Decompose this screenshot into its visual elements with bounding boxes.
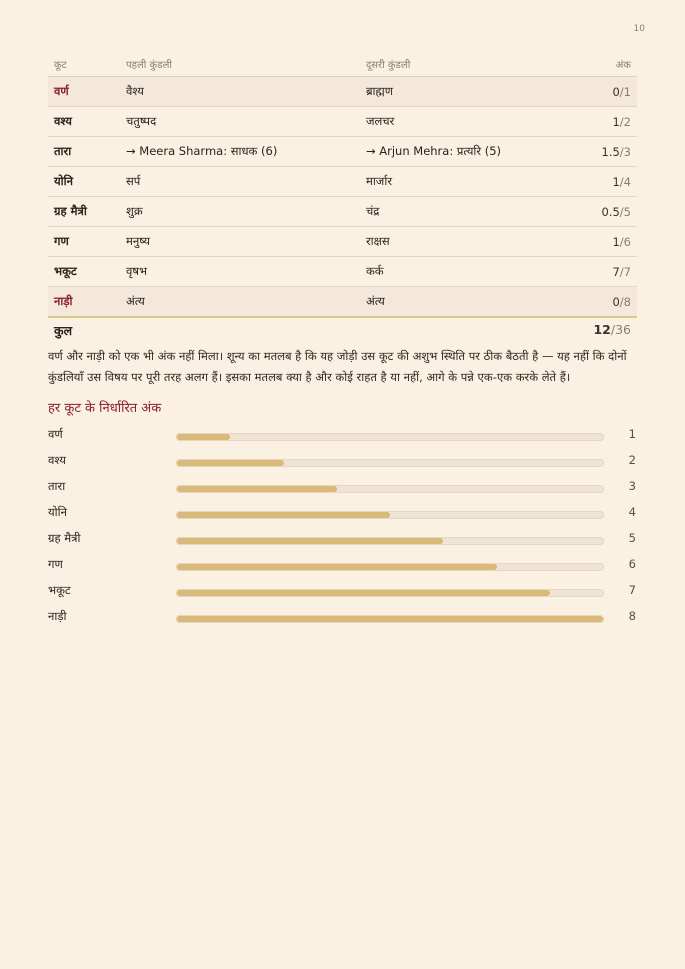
table-row [48,227,637,257]
bar-value: 7 [628,583,636,597]
first-chart-value: अंत्य [120,287,360,318]
table-row [48,77,637,107]
bar-value: 2 [628,453,636,467]
kuta-score-table [48,52,637,318]
bar-track [176,589,604,597]
score-got: 0.5 [601,204,620,219]
score-max: /4 [619,174,631,189]
second-chart-value: कर्क [360,257,576,287]
score-got: 1 [612,114,620,129]
score-max: /6 [619,234,631,249]
score-max: /3 [619,144,631,159]
score-cell [576,77,637,107]
score-cell [576,137,637,167]
bar-value: 6 [628,557,636,571]
page-number: 10 [633,24,645,34]
table-row [48,257,637,287]
table-row [48,137,637,167]
bar-row [48,555,638,575]
second-chart-value: चंद्र [360,197,576,227]
first-chart-value: चतुष्पद [120,107,360,137]
bar-label: ग्रह मैत्री [48,531,81,545]
bar-label: नाड़ी [48,609,67,623]
bar-row [48,529,638,549]
score-max: /1 [619,84,631,99]
bar-track [176,511,604,519]
bar-row [48,581,638,601]
table-row [48,197,637,227]
score-got: 1 [612,174,620,189]
bar-value: 4 [628,505,636,519]
bar-fill [177,512,390,518]
first-chart-value: शुक्र [120,197,360,227]
bar-row [48,607,638,627]
kuta-name: वर्ण [48,77,120,107]
bar-fill [177,434,230,440]
bar-fill [177,486,337,492]
kuta-name: नाड़ी [48,287,120,318]
header-kuta: कूट [48,52,120,77]
bar-track [176,563,604,571]
bar-value: 3 [628,479,636,493]
score-got: 7 [612,264,620,279]
bars-section-title: हर कूट के निर्धारित अंक [48,401,162,416]
score-max: /8 [619,294,631,309]
bar-value: 8 [628,609,636,623]
header-score: अंक [576,52,637,77]
bar-fill [177,538,443,544]
total-score [593,322,631,337]
table-row [48,287,637,318]
score-max: /7 [619,264,631,279]
second-chart-value: राक्षस [360,227,576,257]
bar-track [176,433,604,441]
first-chart-value: सर्प [120,167,360,197]
bar-fill [177,564,497,570]
bar-row [48,425,638,445]
bar-track [176,615,604,623]
total-got: 12 [593,322,611,337]
bar-value: 5 [628,531,636,545]
second-chart-value: जलचर [360,107,576,137]
first-chart-value: वैश्य [120,77,360,107]
second-chart-value: अंत्य [360,287,576,318]
total-row [48,320,637,342]
second-chart-value: → Arjun Mehra: प्रत्यरि (5) [360,137,576,167]
table-row [48,167,637,197]
score-cell [576,287,637,318]
score-got: 1.5 [601,144,620,159]
second-chart-value: ब्राह्मण [360,77,576,107]
bar-row [48,503,638,523]
bar-track [176,459,604,467]
bar-label: वर्ण [48,427,63,441]
score-cell [576,167,637,197]
bar-label: वश्य [48,453,66,467]
score-max: /2 [619,114,631,129]
score-max: /5 [619,204,631,219]
kuta-name: वश्य [48,107,120,137]
kuta-name: ग्रह मैत्री [48,197,120,227]
score-cell [576,257,637,287]
table-header-row [48,52,637,77]
header-second-chart: दूसरी कुंडली [360,52,576,77]
score-cell [576,227,637,257]
kuta-name: तारा [48,137,120,167]
bar-label: गण [48,557,63,571]
bar-row [48,477,638,497]
bar-value: 1 [628,427,636,441]
kuta-name: भकूट [48,257,120,287]
bar-label: योनि [48,505,68,519]
bar-label: भकूट [48,583,71,597]
bar-fill [177,616,603,622]
score-got: 1 [612,234,620,249]
score-got: 0 [612,294,620,309]
bar-label: तारा [48,479,66,493]
score-got: 0 [612,84,620,99]
second-chart-value: मार्जार [360,167,576,197]
table-row [48,107,637,137]
bar-row [48,451,638,471]
first-chart-value: वृषभ [120,257,360,287]
kuta-name: योनि [48,167,120,197]
first-chart-value: → Meera Sharma: साधक (6) [120,137,360,167]
bar-fill [177,460,284,466]
total-label: कुल [54,323,73,338]
total-max: /36 [610,322,631,337]
explanation-note: वर्ण और नाड़ी को एक भी अंक नहीं मिला। शून्य का मतलब है कि यह जोड़ी उस कूट की अशुभ स्थिति पर ठीक बैठती है — यह नहीं कि दोनों कुंडलियाँ उस विषय पर पूरी तरह अलग हैं। इसका मतलब क्या है और कोई राहत है या नहीं, आगे के पन्ने एक-एक करके लेते हैं। [48,349,627,384]
score-cell [576,107,637,137]
bar-track [176,485,604,493]
header-first-chart: पहली कुंडली [120,52,360,77]
first-chart-value: मनुष्य [120,227,360,257]
kuta-name: गण [48,227,120,257]
bar-track [176,537,604,545]
bar-fill [177,590,550,596]
score-cell [576,197,637,227]
